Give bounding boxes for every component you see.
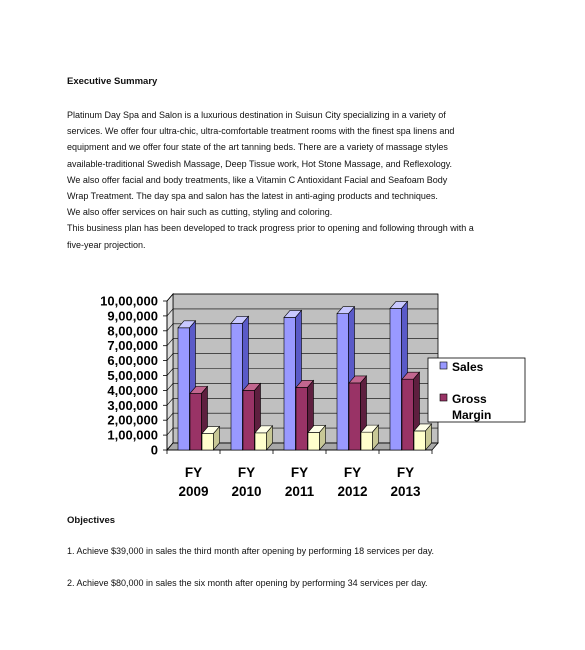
y-tick-label: 5,00,000 xyxy=(107,368,158,383)
bar-front xyxy=(284,317,296,450)
x-tick-label: 2013 xyxy=(390,484,421,499)
summary-line: Wrap Treatment. The day spa and salon has the latest in anti-aging products and techniques. xyxy=(67,191,438,202)
y-tick-label: 0 xyxy=(150,442,158,458)
summary-line: equipment and we offer four state of the art tanning beds. There are a variety of massage styles xyxy=(67,142,448,153)
y-tick-label: 1,00,000 xyxy=(107,427,158,443)
bar-front xyxy=(349,383,361,450)
x-tick-label: FY xyxy=(184,465,203,480)
bar-front xyxy=(308,432,320,450)
bar-front xyxy=(231,323,243,450)
y-tick-label: 8,00,000 xyxy=(107,323,158,339)
y-tick-label: 4,00,000 xyxy=(107,382,158,398)
objectives-heading: Objectives xyxy=(67,515,116,526)
summary-line: five-year projection. xyxy=(67,239,146,250)
bar-front xyxy=(390,308,402,450)
bar-front xyxy=(402,379,414,450)
bar-front xyxy=(361,432,373,450)
legend-label: Sales xyxy=(452,360,484,374)
bar-front xyxy=(190,393,202,450)
x-tick-label: 2012 xyxy=(337,484,368,499)
summary-line: available-traditional Swedish Massage, Deep Tissue work, Hot Stone Massage, and Reflexology. xyxy=(67,158,453,169)
objective-item: 1. Achieve $39,000 in sales the third month after opening by performing 18 services per day. xyxy=(67,546,435,556)
bar-front xyxy=(202,434,214,450)
bar-front xyxy=(178,328,190,450)
bar-front xyxy=(337,314,349,450)
summary-line: Platinum Day Spa and Salon is a luxurious destination in Suisun City specializing in a variety of xyxy=(67,110,446,120)
x-tick-label: 2010 xyxy=(231,484,262,499)
summary-line: We also offer services on hair such as cutting, styling and coloring. xyxy=(67,207,333,218)
summary-line: We also offer facial and body treatments, like a Vitamin C Antioxidant Facial and Seafoam Body xyxy=(67,174,448,185)
objective-item: 2. Achieve $80,000 in sales the six month after opening by performing 34 services per day. xyxy=(67,578,428,588)
x-tick-label: FY xyxy=(290,465,309,480)
summary-line: This business plan has been developed to track progress prior to opening and following through with a xyxy=(67,223,474,234)
y-tick-label: 9,00,000 xyxy=(107,308,158,324)
x-tick-label: FY xyxy=(343,465,362,480)
bar-front xyxy=(296,387,308,450)
y-tick-label: 2,00,000 xyxy=(107,412,158,428)
legend-swatch xyxy=(440,362,447,369)
bar-front xyxy=(414,431,426,450)
legend-swatch xyxy=(440,394,447,401)
bar-front xyxy=(243,390,255,450)
summary-heading: Executive Summary xyxy=(67,76,158,87)
legend-label: Gross xyxy=(452,392,487,406)
legend-label: Margin xyxy=(452,408,492,422)
x-tick-label: 2009 xyxy=(178,484,209,499)
bar-front xyxy=(255,433,267,450)
x-tick-label: FY xyxy=(237,465,256,480)
y-tick-label: 7,00,000 xyxy=(107,338,158,354)
y-tick-label: 3,00,000 xyxy=(107,397,158,413)
x-tick-label: FY xyxy=(396,465,415,480)
x-tick-label: 2011 xyxy=(284,484,315,499)
y-tick-label: 6,00,000 xyxy=(107,353,158,369)
y-tick-label: 10,00,000 xyxy=(100,293,158,309)
summary-line: services. We offer four ultra-chic, ultra-comfortable treatment rooms with the finest spa linens and xyxy=(67,126,455,137)
